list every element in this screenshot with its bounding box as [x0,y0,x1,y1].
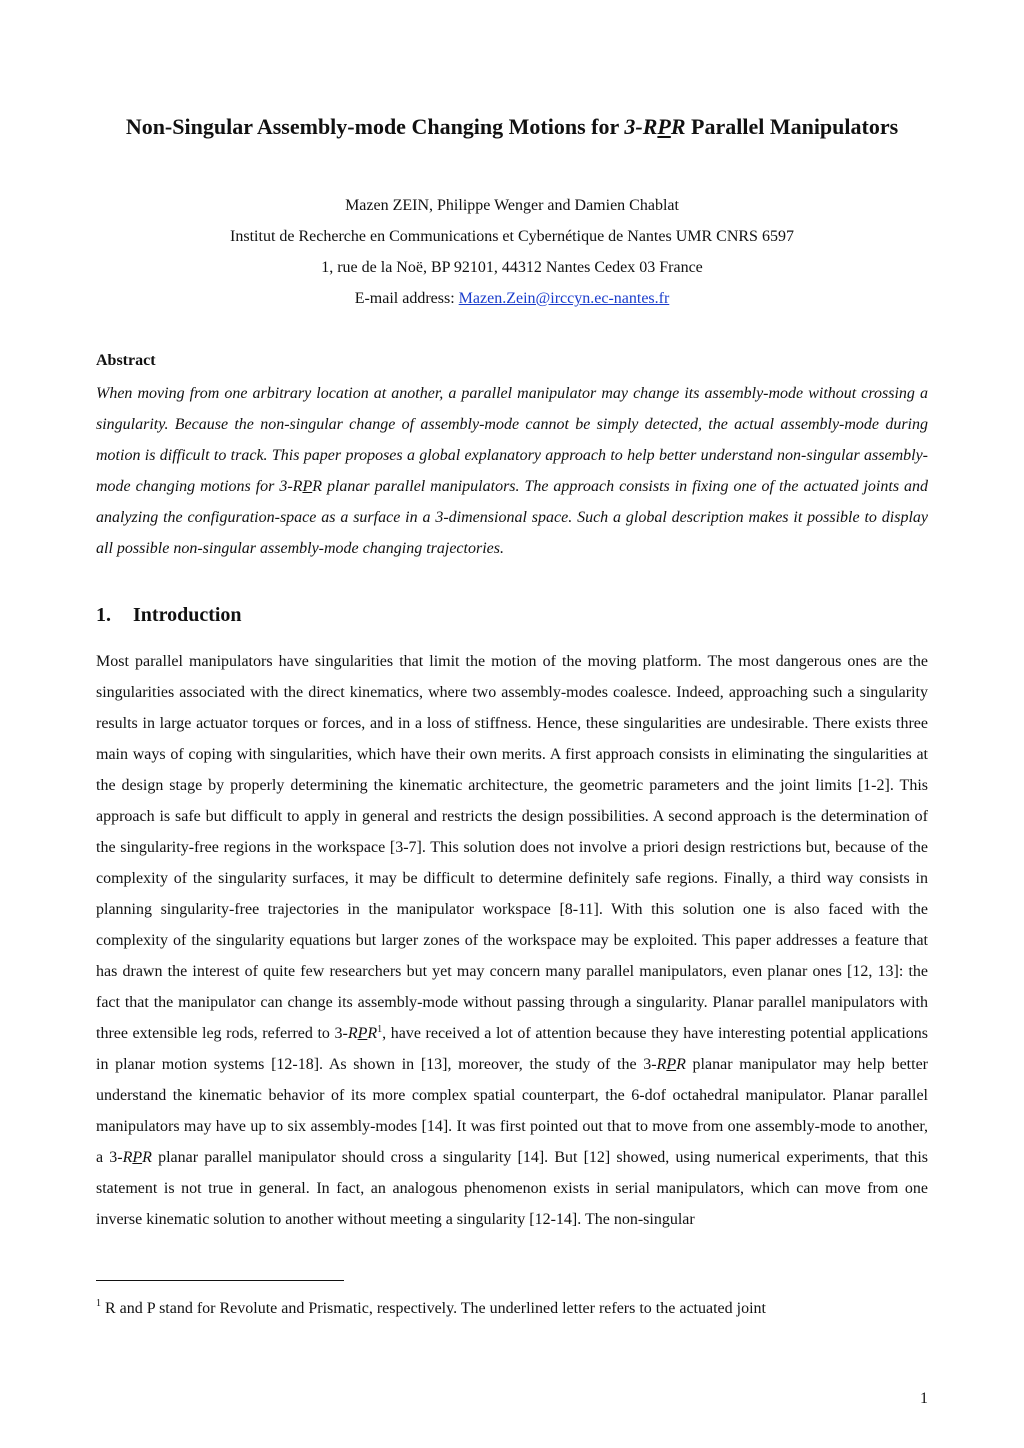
footnote-mark: 1 [96,1298,101,1309]
rpr-p-underlined: P [132,1149,143,1166]
rpr-p-underlined: P [666,1056,677,1073]
section-number: 1. [96,604,111,626]
footnote-divider [96,1280,344,1281]
abstract-text-b: R planar parallel manipulators. The approach consists in fixing one of the actuated joints and analyzing the configuration-space as a surface in a 3-dimensional space. Such a global description makes it possible to display all possible non-singular assembly-mode changing trajectories. [96,478,928,557]
authors: Mazen ZEIN, Philippe Wenger and Damien Chablat [345,197,679,214]
rpr-r: R [656,1056,667,1073]
title-r: R [642,114,658,139]
institute: Institut de Recherche en Communications et Cybernétique de Nantes UMR CNRS 6597 [230,228,794,245]
rpr-r2: R [142,1149,152,1166]
body-segment-1: Most parallel manipulators have singularities that limit the motion of the moving platform. The most dangerous ones are the singularities associated with the direct kinematics, where two assembly-modes coalesce. Indeed, approaching such a singularity results in large actuator torques or forces, and in a loss of stiffness. Hence, these singularities are undesirable. There exists three main ways of coping with singularities, which have their own merits. A first approach consists in eliminating the singularities at the design stage by properly determining the kinematic architecture, the geometric parameters and the joint limits [1-2]. This approach is safe but difficult to apply in general and restricts the design possibilities. A second approach is the determination of the singularity-free regions in the workspace [3-7]. This solution does not involve a priori design restrictions but, because of the complexity of the singularity surfaces, it may be difficult to determine definitely safe regions. Finally, a third way consists in planning singularity-free trajectories in the manipulator workspace [8-11]. With this solution one is also faced with the complexity of the singularity equations but larger zones of the workspace may be exploited. This paper addresses a feature that has drawn the interest of quite few researchers but yet may concern many parallel manipulators, even planar ones [12, 13]: the fact that the manipulator can change its assembly-mode without passing through a singularity. Planar parallel manipulators with three extensible leg rods, referred to 3- [96,653,928,1042]
footnote-text: R and P stand for Revolute and Prismatic, respectively. The underlined letter refers to the actuated joint [105,1300,766,1317]
abstract-text-a: When moving from one arbitrary location at another, a parallel manipulator may change its assembly-mode without crossing a singularity. Because the non-singular change of assembly-mode cannot be simply detected, the actual assembly-mode during motion is difficult to track. This paper proposes a global explanatory approach to help better understand non-singular assembly-mode changing motions for 3-R [96,385,928,495]
abstract-text [96,378,928,564]
title-text-2: Parallel Manipulators [691,114,899,139]
rpr-r: R [122,1149,133,1166]
introduction-paragraph [96,646,928,1235]
title-text-1: Non-Singular Assembly-mode Changing Motions for [125,114,619,139]
page-number: 1 [920,1390,928,1407]
email-label: E-mail address: [354,290,455,307]
body-segment-2: , have received a lot of attention because they have interesting potential applications in planar motion systems [12-18]. As shown in [13], moreover, the study of the 3- [96,1025,928,1073]
abstract-heading: Abstract [96,352,156,369]
section-title: Introduction [133,604,242,626]
rpr-r2: R [367,1025,378,1042]
section-heading [96,604,242,627]
rpr-notation-3 [123,1149,152,1166]
paper-title [96,112,928,141]
body-segment-3: planar manipulator may help better understand the kinematic behavior of its more complex spatial counterpart, the 6-dof octahedral manipulator. Planar parallel manipulators may have up to six assembly-modes [14]. It was first pointed out that to move from one assembly-mode to another, a 3- [96,1056,929,1166]
address: 1, rue de la Noë, BP 92101, 44312 Nantes Cedex 03 France [321,259,703,276]
rpr-notation-1 [348,1025,377,1042]
title-prefix: 3- [624,114,643,139]
title-robot-notation [624,114,685,139]
email-line [96,290,928,308]
rpr-r: R [347,1025,358,1042]
title-p-underlined: P [657,114,671,139]
abstract-p-underlined: P [302,478,313,495]
rpr-r2: R [676,1056,686,1073]
rpr-notation-2 [657,1056,686,1073]
title-r2: R [670,114,686,139]
body-segment-4: planar parallel manipulator should cross a singularity [14]. But [12] showed, using numerical experiments, that this statement is not true in general. In fact, an analogous phenomenon exists in serial manipulators, which can move from one inverse kinematic solution to another without meeting a singularity [12-14]. The non-singular [96,1149,929,1228]
footnote [96,1300,766,1318]
rpr-p-underlined: P [357,1025,368,1042]
footnote-reference[interactable]: 1 [377,1024,383,1035]
email-link[interactable]: Mazen.Zein@irccyn.ec-nantes.fr [458,290,670,307]
